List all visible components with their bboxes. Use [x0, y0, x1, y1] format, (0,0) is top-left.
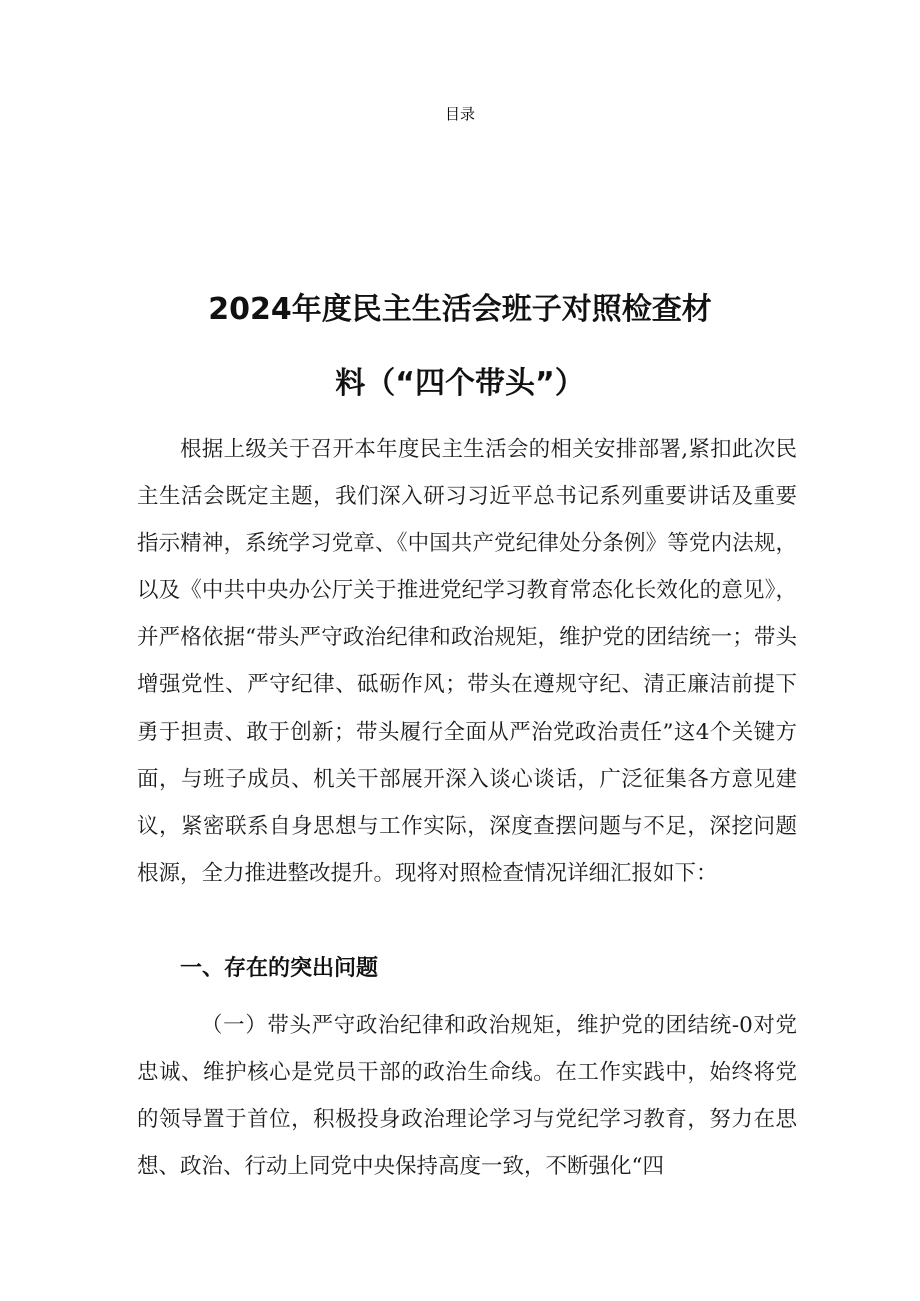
subsection-paragraph-1: （一）带头严守政治纪律和政治规矩，维护党的团结统-0对党忠诚、维护核心是党员干部的政治生命线。在工作实践中，始终将党的领导置于首位，积极投身政治理论学习与党纪学习教育，努力在思想、政治、行动上同党中央保持高度一致，不断强化“四 [137, 1013, 797, 1180]
intro-paragraph: 根据上级关于召开本年度民主生活会的相关安排部署,紧扣此次民主生活会既定主题，我们深入研习习近平总书记系列重要讲话及重要指示精神，系统学习党章、《中国共产党纪律处分条例》等党内法规，以及《中共中央办公厅关于推进党纪学习教育常态化长效化的意见》，并严格依据“带头严守政治纪律和政治规矩，维护党的团结统一；带头增强党性、严守纪律、砥砺作风；带头在遵规守纪、清正廉洁前提下勇于担责、敢于创新；带头履行全面从严治党政治责任”这4个关键方面，与班子成员、机关干部展开深入谈心谈话，广泛征集各方意见建议，紧密联系自身思想与工作实际，深度查摆问题与不足，深挖问题根源，全力推进整改提升。现将对照检查情况详细汇报如下： [137, 437, 797, 886]
document-title-line-1: 2024年度民主生活会班子对照检查材 [208, 292, 712, 327]
document-title-line-2: 料（“四个带头”） [335, 366, 585, 401]
section-heading-problems: 一、存在的突出问题 [180, 956, 379, 981]
toc-label: 目录 [444, 105, 475, 123]
